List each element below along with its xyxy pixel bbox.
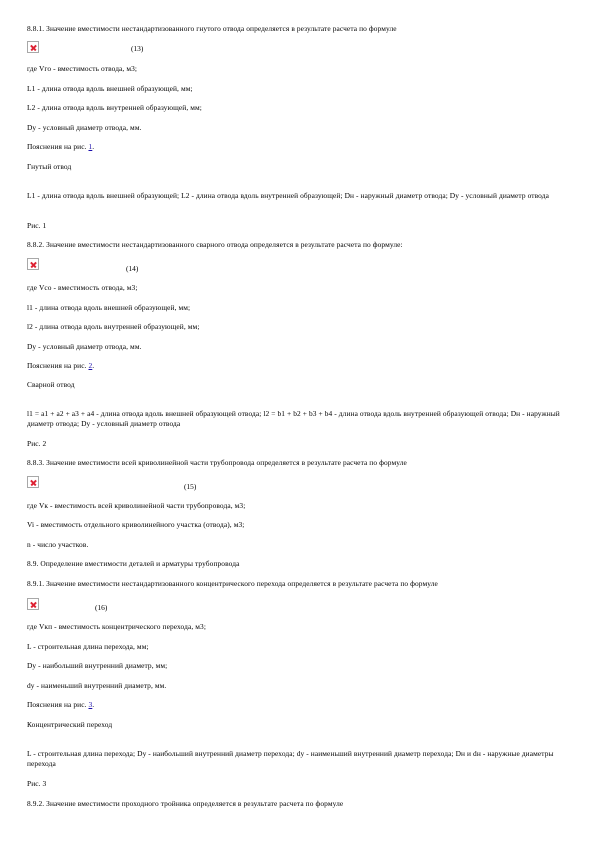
section-8-9-heading: 8.9. Определение вместимости деталей и арматуры трубопровода (27, 559, 240, 568)
definition-L: L - строительная длина перехода, мм; (27, 642, 149, 651)
definition-vk: где Vк - вместимость всей криволинейной части трубопровода, м3; (27, 501, 246, 510)
paragraph-8-8-2: 8.8.2. Значение вместимости нестандартизованного сварного отвода определяется в результате расчета по формуле: (27, 240, 403, 249)
definition-vso: где Vсо - вместимость отвода, м3; (27, 283, 138, 292)
figure-1-link[interactable]: 1 (88, 142, 93, 151)
figure-3-link[interactable]: 3 (88, 700, 93, 709)
figure-2-label: Рис. 2 (27, 439, 47, 448)
figure-title-bent-elbow: Гнутый отвод (27, 162, 72, 171)
paragraph-8-8-3: 8.8.3. Значение вместимости всей криволинейной части трубопровода определяется в результате расчета по формуле (27, 458, 407, 467)
definition-dy-max: Dy - наибольший внутренний диаметр, мм; (27, 661, 168, 670)
definition-vgo: где Vго - вместимость отвода, м3; (27, 64, 138, 73)
figure-1-label: Рис. 1 (27, 221, 47, 230)
figure-reference-2: Пояснения на рис. 2. (27, 361, 95, 370)
broken-image-icon (27, 598, 39, 610)
paragraph-8-8-1: 8.8.1. Значение вместимости нестандартизованного гнутого отвода определяется в результате расчета по формуле (27, 24, 397, 33)
definition-l2-lower: l2 - длина отвода вдоль внутренней образующей, мм; (27, 322, 200, 331)
figure-1-caption: L1 - длина отвода вдоль внешней образующей; L2 - длина отвода вдоль внутренней образующей; Dн - наружный диаметр отвода; Dy - условный диаметр отвода (27, 191, 549, 200)
paragraph-8-9-1: 8.9.1. Значение вместимости нестандартизованного концентрического перехода определяется в результате расчета по формуле (27, 579, 438, 588)
figure-3-label: Рис. 3 (27, 779, 47, 788)
figure-title-concentric-reducer: Концентрический переход (27, 720, 113, 729)
equation-number-16: (16) (95, 603, 108, 612)
figure-reference-label: Пояснения на рис. (27, 700, 87, 709)
broken-image-icon (27, 258, 39, 270)
broken-image-icon (27, 476, 39, 488)
figure-title-welded-elbow: Сварной отвод (27, 380, 75, 389)
figure-3-caption: L - строительная длина перехода; Dy - наибольший внутренний диаметр перехода; dy - наименьший внутренний диаметр перехода; Dн и dн - наружные диаметры перехода (27, 749, 554, 768)
figure-reference-label: Пояснения на рис. (27, 361, 87, 370)
equation-number-14: (14) (126, 264, 139, 273)
definition-l2: L2 - длина отвода вдоль внутренней образующей, мм; (27, 103, 202, 112)
broken-image-icon (27, 41, 39, 53)
equation-number-15: (15) (184, 482, 197, 491)
definition-vkp: где Vкп - вместимость концентрического перехода, м3; (27, 622, 207, 631)
definition-dy-2: Dy - условный диаметр отвода, мм. (27, 342, 142, 351)
figure-reference: Пояснения на рис. 1. (27, 142, 95, 151)
equation-number-13: (13) (131, 44, 144, 53)
figure-reference-3: Пояснения на рис. 3. (27, 700, 95, 709)
definition-dy: Dy - условный диаметр отвода, мм. (27, 123, 142, 132)
definition-dy-min: dy - наименьший внутренний диаметр, мм. (27, 681, 167, 690)
figure-2-caption: l1 = a1 + a2 + a3 + a4 - длина отвода вдоль внешней образующей отвода; l2 = b1 + b2 + b3 + b4 - длина отвода вдоль внутренней образующей отвода; Dн - наружный диаметр отвода; Dy - условный диаметр отвода (27, 409, 560, 428)
definition-n: n - число участков. (27, 540, 89, 549)
definition-l1: L1 - длина отвода вдоль внешней образующей, мм; (27, 84, 193, 93)
definition-vi: Vi - вместимость отдельного криволинейного участка (отвода), м3; (27, 520, 245, 529)
paragraph-8-9-2: 8.9.2. Значение вместимости проходного тройника определяется в результате расчета по формуле (27, 799, 344, 808)
figure-2-link[interactable]: 2 (88, 361, 93, 370)
figure-reference-label: Пояснения на рис. (27, 142, 87, 151)
definition-l1-lower: l1 - длина отвода вдоль внешней образующей, мм; (27, 303, 191, 312)
